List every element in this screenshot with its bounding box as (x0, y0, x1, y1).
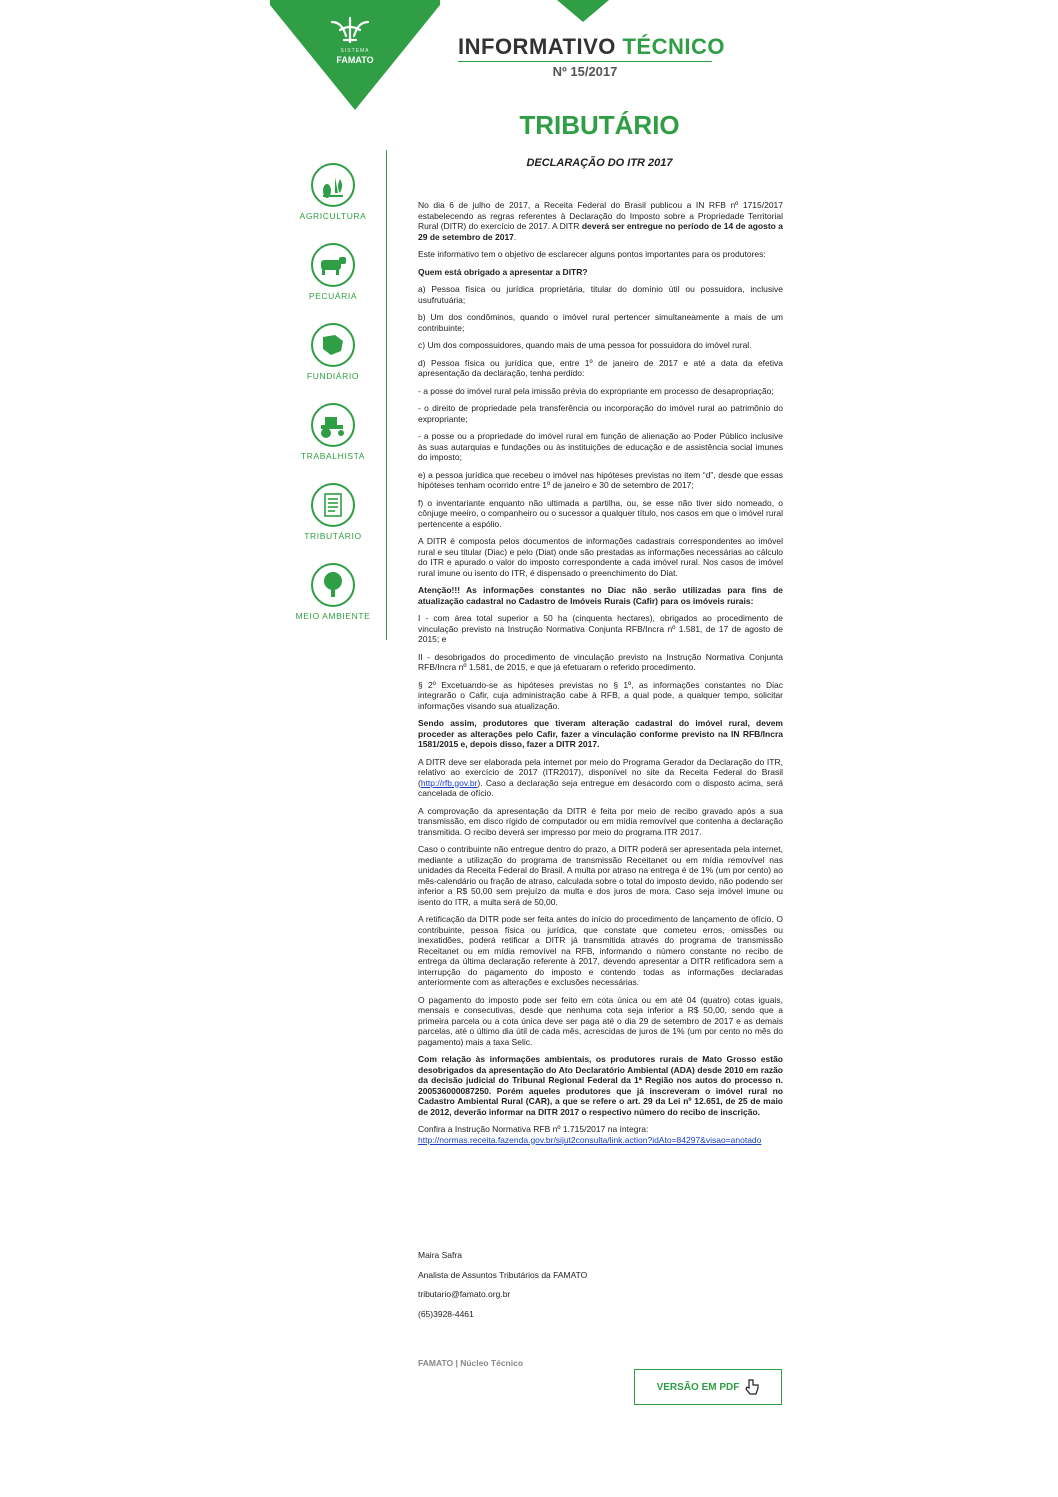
environment-paragraph: Com relação às informações ambientais, os produtores rurais de Mato Grosso estão desobrigados da apresentação do Ato Declaratório Ambiental (ADA) desde 2010 em razão da decisão judicial do Tribunal Regional Federal da 1ª Região nos autos do processo n. 200536000087250. Porém aqueles produtores que já inscreveram o imóvel rural no Cadastro Ambiental Rural (CAR), a que se refere o art. 29 da Lei nº 12.651, de 25 de maio de 2012, deverão informar na DITR 2017 o respectivo número do recibo de inscrição. (418, 1054, 783, 1117)
header-title-accent: TÉCNICO (622, 34, 725, 59)
tractor-icon (311, 403, 355, 447)
paragraph: A retificação da DITR pode ser feita antes do início do procedimento de lançamento de ofício. O contribuinte, pessoa física ou jurídica, que constate que cometeu erros, omissões ou inexatidões, poderá retificar a DITR já transmitida através do programa de transmissão Receitanet ou em mídia removível na RFB, informando o número constante no recibo de entrega da última declaração referente à 2017, devendo apresentar a DITR retificadora sem a interrupção do pagamento do imposto e contendo todas as informações declaradas anteriormente com as alterações e exclusões necessárias. (418, 914, 783, 987)
top-triangle-decoration (557, 0, 609, 24)
paragraph: - o direito de propriedade pela transferência ou incorporação do imóvel rural ao patrimônio do expropriante; (418, 403, 783, 424)
article-body (418, 200, 783, 1145)
normative-link[interactable]: http://normas.receita.fazenda.gov.br/sijut2consulta/link.action?idAto=84297&visao=anotado (418, 1134, 762, 1145)
paragraph: a) Pessoa física ou jurídica proprietária, titular do domínio útil ou possuidora, inclusive usufrutuária; (418, 284, 783, 305)
paragraph: A comprovação da apresentação da DITR é feita por meio de recibo gravado após a sua transmissão, em disco rígido de computador ou em mídia removível que contenha a declaração transmitida. O recibo deverá ser impresso por meio do programa ITR 2017. (418, 805, 783, 837)
footer-credit: FAMATO | Núcleo Técnico (418, 1358, 524, 1368)
land-map-icon (311, 323, 355, 367)
category-environment[interactable] (284, 563, 382, 621)
paragraph: - a posse ou a propriedade do imóvel rural em função de alienação ao Poder Público inclusive às suas autarquias e fundações ou às instituições de educação e de assistência social imunes do imposto; (418, 431, 783, 462)
paragraph: Este informativo tem o objetivo de esclarecer alguns pontos importantes para os produtores: (418, 249, 766, 259)
category-label: MEIO AMBIENTE (295, 611, 371, 621)
header-divider (458, 61, 712, 62)
paragraph: O pagamento do imposto pode ser feito em cota única ou em até 04 (quatro) cotas iguais, mensais e consecutivas, desde que nenhuma cota seja inferior a R$ 50,00, sendo que a primeira parcela ou a cota única deve ser paga até o dia 29 de setembro de 2017 e as demais parcelas, até o último dia útil de cada mês, acrescidas de juros de 1% (um por cento no mês do pagamento) mais a taxa Selic. (418, 994, 783, 1047)
header-title (458, 34, 725, 60)
paragraph: Caso o contribuinte não entregue dentro do prazo, a DITR poderá ser apresentada pela internet, mediante a utilização do programa de transmissão Receitanet ou em mídia removível nas unidades da Receita Federal do Brasil. A multa por atraso na entrega é de 1% (um por cento) ao mês-calendário ou fração de atraso, calculada sobre o total do imposto devido, não podendo ser inferior a R$ 50,00 sem prejuízo da multa e dos juros de mora. Caso seja imóvel imune ou isento do ITR, a multa será de 50,00. (418, 844, 783, 907)
category-tax[interactable] (284, 483, 382, 541)
paragraph: Confira a Instrução Normativa RFB nº 1.715/2017 na íntegra: http://normas.receita.fazenda.gov.br/sijut2consulta/link.action?idAto=84297&visao=anotado (418, 1124, 762, 1145)
paragraph: I - com área total superior a 50 ha (cinquenta hectares), obrigados ao procedimento de vinculação previsto na Instrução Normativa Conjunta RFB/Incra nº 1.581, de 17 de agosto de 2015; e (418, 613, 783, 644)
question-heading: Quem está obrigado a apresentar a DITR? (418, 266, 588, 277)
category-label: FUNDIÁRIO (306, 371, 360, 381)
category-label: PECUÁRIA (308, 291, 358, 301)
author-phone: (65)3928-4461 (418, 1308, 474, 1319)
signature-block (418, 1250, 587, 1328)
logo-name: FAMATO (336, 55, 374, 65)
category-label: TRIBUTÁRIO (304, 531, 362, 541)
paragraph: c) Um dos compossuidores, quando mais de uma pessoa for possuidora do imóvel rural. (418, 340, 752, 350)
category-land[interactable] (284, 323, 382, 381)
header-title-main: INFORMATIVO (458, 34, 616, 59)
cattle-icon (311, 243, 355, 287)
section-title: TRIBUTÁRIO (519, 110, 680, 140)
paragraph: b) Um dos condôminos, quando o imóvel rural pertencer simultaneamente a mais de um contribuinte; (418, 312, 783, 333)
paragraph: A DITR deve ser elaborada pela internet por meio do Programa Gerador da Declaração do ITR, relativo ao exercício de 2017 (ITR2017), disponível no site da Receita Federal do Brasil (http://rfb.gov.br). Caso a declaração seja entregue em desacordo com o disposto acima, será cancelada de ofício. (418, 756, 783, 798)
author-email[interactable]: tributario@famato.org.br (418, 1289, 511, 1299)
agriculture-icon (311, 163, 355, 207)
attention-paragraph: Atenção!!! As informações constantes no Diac não serão utilizadas para fins de atualização cadastral no Cadastro de Imóveis Rurais (Cafir) para os imóveis rurais: (418, 585, 783, 606)
sidebar-divider (386, 150, 387, 640)
paragraph: - a posse do imóvel rural pela imissão prévia do expropriante em processo de desapropriação; (418, 385, 774, 396)
category-livestock[interactable] (284, 243, 382, 301)
issue-number: Nº 15/2017 (552, 64, 618, 79)
paragraph: § 2º Excetuando-se as hipóteses previstas no § 1º, as informações constantes no Diac integrarão o Cafir, cuja administração cabe à RFB, a qual pode, a qualquer tempo, solicitar informações visando sua atualização. (418, 679, 783, 711)
rfb-link[interactable]: http://rfb.gov.br (420, 777, 478, 788)
author-name: Maira Safra (418, 1250, 462, 1260)
pdf-version-button[interactable] (634, 1369, 782, 1405)
category-labor[interactable] (284, 403, 382, 461)
author-role: Analista de Assuntos Tributários da FAMATO (418, 1269, 588, 1280)
highlight-paragraph: Sendo assim, produtores que tiveram alteração cadastral do imóvel rural, devem proceder as alterações pelo Cafir, fazer a vinculação conforme previsto na IN RFB/Incra 1581/2015 e, depois disso, fazer a DITR 2017. (418, 718, 783, 749)
paragraph: f) o inventariante enquanto não ultimada a partilha, ou, se esse não tiver sido nomeado, o cônjuge meeiro, o companheiro ou o sucessor a qualquer título, nos casos em que o imóvel rural pertencente a espólio. (418, 497, 783, 529)
pointer-hand-icon (745, 1379, 759, 1395)
category-label: AGRICULTURA (299, 211, 367, 221)
paragraph: A DITR é composta pelos documentos de informações cadastrais correspondentes ao imóvel rural e seu titular (Diac) e pelo (Diat) onde são prestadas as informações necessárias ao cálculo do ITR e apurado o valor do imposto correspondente a cada imóvel rural. Nos casos de imóvel rural imune ou isento do ITR, é dispensado o preenchimento do Diat. (418, 536, 783, 578)
document-title: DECLARAÇÃO DO ITR 2017 (526, 157, 673, 169)
category-agriculture[interactable] (284, 163, 382, 221)
paragraph: No dia 6 de julho de 2017, a Receita Federal do Brasil publicou a IN RFB nº 1715/2017 estabelecendo as regras referentes à Declaração do Imposto sobre a Propriedade Territorial Rural (DITR) do exercício de 2017. A DITR deverá ser entregue no período de 14 de agosto a 29 de setembro de 2017. (418, 200, 783, 242)
document-icon (311, 483, 355, 527)
tree-icon (311, 563, 355, 607)
paragraph: e) a pessoa jurídica que recebeu o imóvel nas hipóteses previstas no item “d”, desde que essas hipóteses tenham ocorrido entre 1º de janeiro e 30 de setembro de 2017; (418, 469, 783, 490)
pdf-button-label: VERSÃO EM PDF (656, 1381, 740, 1393)
category-label: TRABALHISTA (300, 451, 366, 461)
paragraph: II - desobrigados do procedimento de vinculação previsto na Instrução Normativa Conjunta RFB/Incra nº 1.581, de 2015, e que já efetuaram o referido procedimento. (418, 651, 783, 672)
paragraph: d) Pessoa física ou jurídica que, entre 1º de janeiro de 2017 e até a data da efetiva apresentação da declaração, tenha perdido: (418, 357, 783, 378)
logo-small-text: SISTEMA (340, 48, 370, 54)
